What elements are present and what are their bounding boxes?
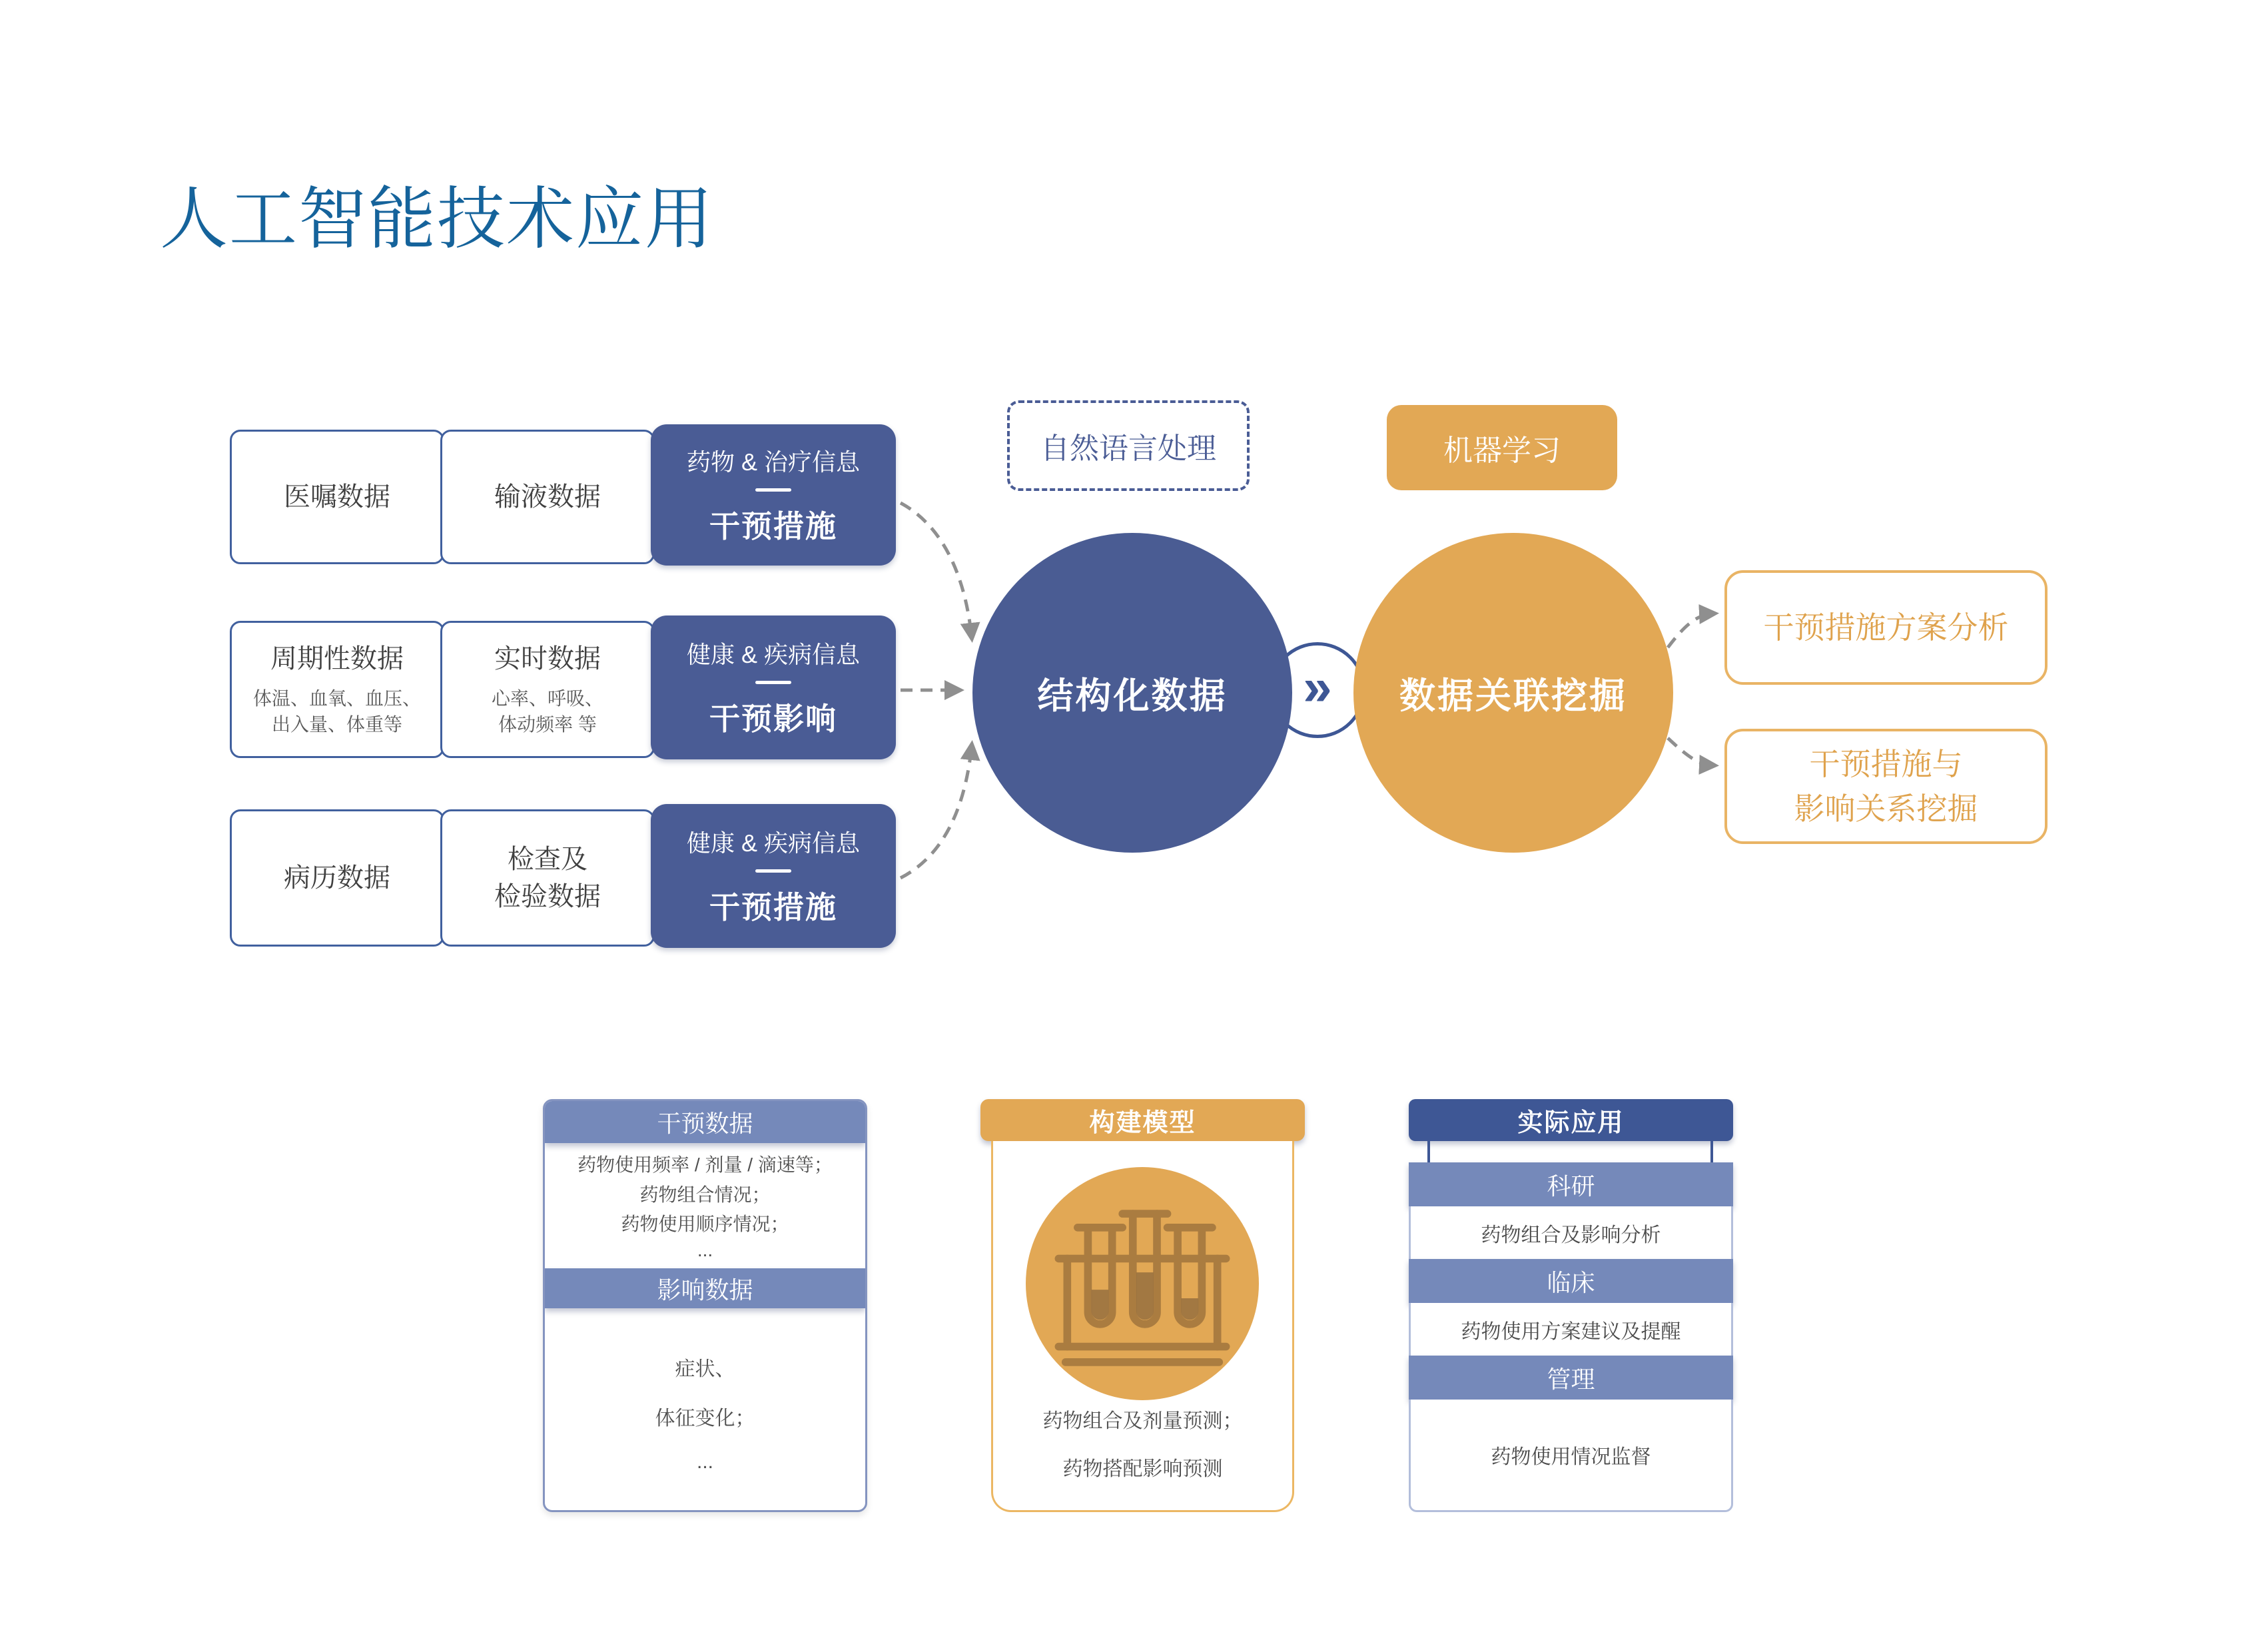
output-label-line: 影响关系挖掘 <box>1794 791 1978 826</box>
panel-intervention-data <box>543 1099 867 1512</box>
nlp-label: 自然语言处理 <box>1040 432 1216 465</box>
tag-health-disease-info-measure <box>651 804 896 948</box>
tag-bottom-label: 干预影响 <box>709 701 837 736</box>
section-desc-label: 药物使用情况监督 <box>1491 1446 1651 1469</box>
connector-strip-left <box>1427 1141 1430 1164</box>
double-chevron-icon: » <box>1303 657 1332 716</box>
panel-header-label: 实际应用 <box>1517 1109 1625 1137</box>
tag-bottom-label: 干预措施 <box>709 890 837 925</box>
page-title: 人工智能技术应用 <box>160 181 714 257</box>
arrow-circle-to-output2 <box>1668 738 1714 765</box>
list-item: 药物使用频率 / 剂量 / 滴速等； <box>577 1154 833 1175</box>
arrow-circle-to-output1 <box>1668 614 1714 647</box>
test-tubes-icon <box>1042 1193 1242 1374</box>
ml-label: 机器学习 <box>1443 434 1561 467</box>
structured-data-circle <box>972 533 1292 853</box>
section-header-clinical <box>1409 1259 1733 1303</box>
section-desc-label: 药物使用方案建议及提醒 <box>1461 1320 1681 1343</box>
panel-body-impact <box>545 1308 865 1510</box>
list-item: 药物组合情况； <box>639 1184 771 1205</box>
cell-sub-line: 出入量、体重等 <box>271 714 402 735</box>
cell-doctor-order-data <box>230 430 444 564</box>
cell-sub-line: 体温、血氧、血压、 <box>252 687 421 709</box>
list-item: 症状、 <box>675 1358 735 1380</box>
panel-subheader <box>545 1268 865 1308</box>
output-box-relation-mining <box>1724 729 2048 844</box>
cell-label: 周期性数据 <box>270 643 404 673</box>
panel-header <box>1409 1099 1733 1141</box>
section-label: 科研 <box>1547 1172 1595 1200</box>
cell-label: 病历数据 <box>284 863 390 893</box>
output-label-line: 干预措施与 <box>1809 746 1963 781</box>
list-item: 药物使用顺序情况； <box>621 1214 789 1235</box>
cell-sub-line: 心率、呼吸、 <box>491 687 603 709</box>
arrow-row3-to-circle <box>901 745 972 878</box>
tag-divider <box>755 488 791 492</box>
connector-strip-right <box>1710 1141 1713 1164</box>
section-header-research <box>1409 1162 1733 1206</box>
model-icon-circle <box>1026 1167 1259 1400</box>
tag-health-disease-info-impact <box>651 616 896 759</box>
section-header-management <box>1409 1356 1733 1400</box>
panel-header-label: 干预数据 <box>657 1110 753 1137</box>
data-mining-circle <box>1353 533 1673 853</box>
cell-realtime-data <box>440 621 655 758</box>
cell-label-line: 检验数据 <box>494 882 601 911</box>
cell-label: 实时数据 <box>494 643 601 673</box>
cell-infusion-data <box>440 430 655 564</box>
model-caption <box>980 1404 1305 1481</box>
panel-header <box>545 1101 865 1143</box>
panel-subheader-label: 影响数据 <box>657 1276 753 1304</box>
tag-bottom-label: 干预措施 <box>709 509 837 544</box>
tag-top-label: 健康 & 疾病信息 <box>686 829 861 857</box>
tag-divider <box>755 869 791 873</box>
cell-exam-test-data <box>440 809 655 947</box>
cell-label: 输液数据 <box>494 482 601 512</box>
cell-label-line: 检查及 <box>508 845 587 874</box>
panel-practical-application <box>1409 1099 1733 1512</box>
section-label: 管理 <box>1547 1365 1595 1393</box>
application-sections <box>1409 1162 1733 1512</box>
section-desc-research <box>1409 1206 1733 1259</box>
tag-drug-treatment-info <box>651 424 896 566</box>
cell-medical-record-data <box>230 809 444 947</box>
section-label: 临床 <box>1547 1268 1595 1296</box>
data-mining-label: 数据关联挖掘 <box>1399 675 1627 716</box>
panel-header <box>980 1099 1305 1141</box>
output-box-analysis <box>1724 570 2048 685</box>
section-desc-label: 药物组合及影响分析 <box>1481 1224 1661 1246</box>
cell-periodic-data <box>230 621 444 758</box>
output-label: 干预措施方案分析 <box>1763 610 2009 645</box>
list-item: ... <box>696 1450 713 1473</box>
list-item: 药物组合及剂量预测； <box>1042 1410 1243 1432</box>
panel-header-label: 构建模型 <box>1089 1109 1196 1137</box>
list-item: 体征变化； <box>655 1407 755 1430</box>
tag-top-label: 健康 & 疾病信息 <box>686 641 861 668</box>
tag-top-label: 药物 & 治疗信息 <box>686 448 861 476</box>
machine-learning-box <box>1387 405 1617 490</box>
cell-label: 医嘱数据 <box>284 482 390 512</box>
structured-data-label: 结构化数据 <box>1037 675 1228 716</box>
cell-sublabel <box>253 685 421 737</box>
cell-sub-line: 体动频率 等 <box>498 714 597 735</box>
tag-divider <box>755 681 791 684</box>
section-desc-clinical <box>1409 1303 1733 1356</box>
section-desc-management <box>1409 1400 1733 1512</box>
list-item: 药物搭配影响预测 <box>1062 1458 1223 1480</box>
arrow-row1-to-circle <box>901 503 972 638</box>
panel-model-building <box>980 1099 1305 1512</box>
cell-sublabel <box>492 685 603 737</box>
panel-body-intervention <box>545 1143 865 1268</box>
list-item: ... <box>697 1240 713 1261</box>
nlp-dashed-box <box>1007 400 1250 491</box>
